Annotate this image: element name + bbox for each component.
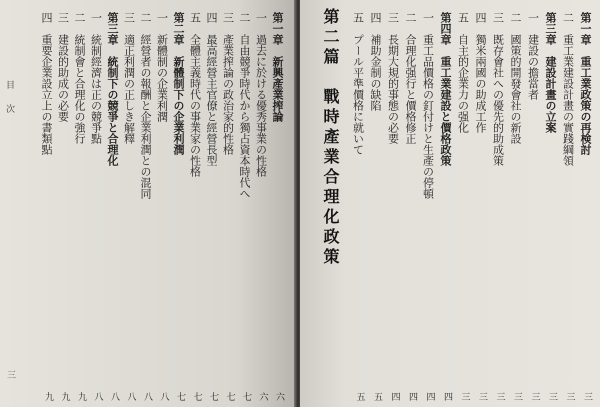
toc-entry: 一 統制經濟は正の競爭點: [89, 12, 103, 144]
page-number: 八: [92, 392, 103, 401]
toc-entry: 一 建設の擔當者: [526, 12, 540, 100]
page-number: 三: [494, 392, 505, 401]
page-number: 八: [125, 392, 136, 401]
toc-entry: 二 統制會と合理化の強行: [73, 12, 86, 144]
toc-entry: 四 獨米兩國の助成工作: [474, 12, 487, 133]
toc-entry: 三 建設的助成の必要: [56, 12, 70, 122]
toc-entry: 三 產業搾論の政治家的性格: [221, 12, 235, 155]
toc-entry: 二 重工業建設計畫の實踐綱領: [561, 12, 575, 166]
toc-entry: 五 自主的企業力の强化: [456, 12, 470, 133]
page-number: 七: [208, 392, 218, 401]
page-marker: 目: [4, 80, 14, 89]
toc-entry: 三 適正利潤の正しき解釋: [122, 12, 136, 144]
page-number: 六: [257, 392, 268, 401]
page-number: 八: [142, 392, 152, 401]
toc-entry: 一 新體制の企業利潤: [155, 12, 169, 122]
toc-entry: 二 國策的開發會社の新設: [509, 12, 522, 144]
page-number: 三: [512, 392, 522, 401]
toc-entry: 五 プール平準價格に就いて: [351, 12, 365, 155]
chapter-heading: 第一章 新興產業搾論: [271, 12, 284, 122]
page-number: 三: [459, 392, 470, 401]
page-number: 七: [191, 392, 202, 401]
page-number: 三: [547, 392, 557, 401]
toc-entry: 四 最高經營主官僚と經營長型: [205, 12, 218, 166]
page-number: 七: [241, 392, 251, 401]
chapter-heading: 第三章 統制下の競爭と合理化: [106, 12, 119, 166]
toc-entry: 五 全體主義時代の事業家の性格: [188, 12, 202, 177]
toc-entry: 三 既存會社への優先的助成策: [491, 12, 505, 166]
chapter-heading: 第三章 建設計畫の立案: [544, 12, 557, 133]
page-number: 九: [59, 392, 70, 401]
page-number: 三: [582, 392, 592, 401]
page-number: 三: [564, 392, 575, 401]
page-number: 三: [477, 392, 487, 401]
page-number: 五: [372, 392, 382, 401]
toc-entry: 二 自由競爭時代から獨占資本時代へ: [238, 12, 251, 199]
left-page: [0, 0, 296, 407]
toc-entry: 一 過去に於ける優秀事業の性格: [254, 12, 268, 177]
chapter-heading: 第二章 新體制下の企業利潤: [172, 12, 185, 155]
toc-entry: 二 合理化强行と價格修正: [404, 12, 417, 144]
page-marker: 三: [5, 370, 15, 379]
page-number: 九: [76, 392, 86, 401]
page-number: 四: [389, 392, 400, 401]
page-number: 五: [354, 392, 365, 401]
toc-entry: 四 重要企業設立上の書類點: [40, 12, 53, 155]
toc-entry: 三 長期大規的事態の必要: [386, 12, 400, 144]
page-number: 八: [158, 392, 169, 401]
page-number: 六: [274, 392, 284, 401]
page-number: 四: [424, 392, 435, 401]
page-number: 八: [109, 392, 119, 401]
right-page: [300, 0, 600, 407]
page-number: 七: [175, 392, 185, 401]
chapter-heading: 第四章 重工業建設と價格政策: [439, 12, 452, 166]
page-number: 四: [442, 392, 452, 401]
toc-entry: 四 補助金制の缺陷: [369, 12, 382, 111]
page-number: 三: [529, 392, 540, 401]
toc-entry: 一 重工品價格の釘付けと生產の停頓: [421, 12, 435, 199]
toc-entry: 二 經營者の報酬と企業利潤との混同: [139, 12, 152, 199]
part-title: 第二篇 戰時產業合理化政策: [321, 8, 340, 268]
chapter-heading: 第一章 重工業政策の再検討: [579, 12, 592, 155]
page-number: 九: [43, 392, 53, 401]
page-number: 四: [407, 392, 417, 401]
page-marker: 次: [4, 104, 14, 113]
page-number: 七: [224, 392, 235, 401]
